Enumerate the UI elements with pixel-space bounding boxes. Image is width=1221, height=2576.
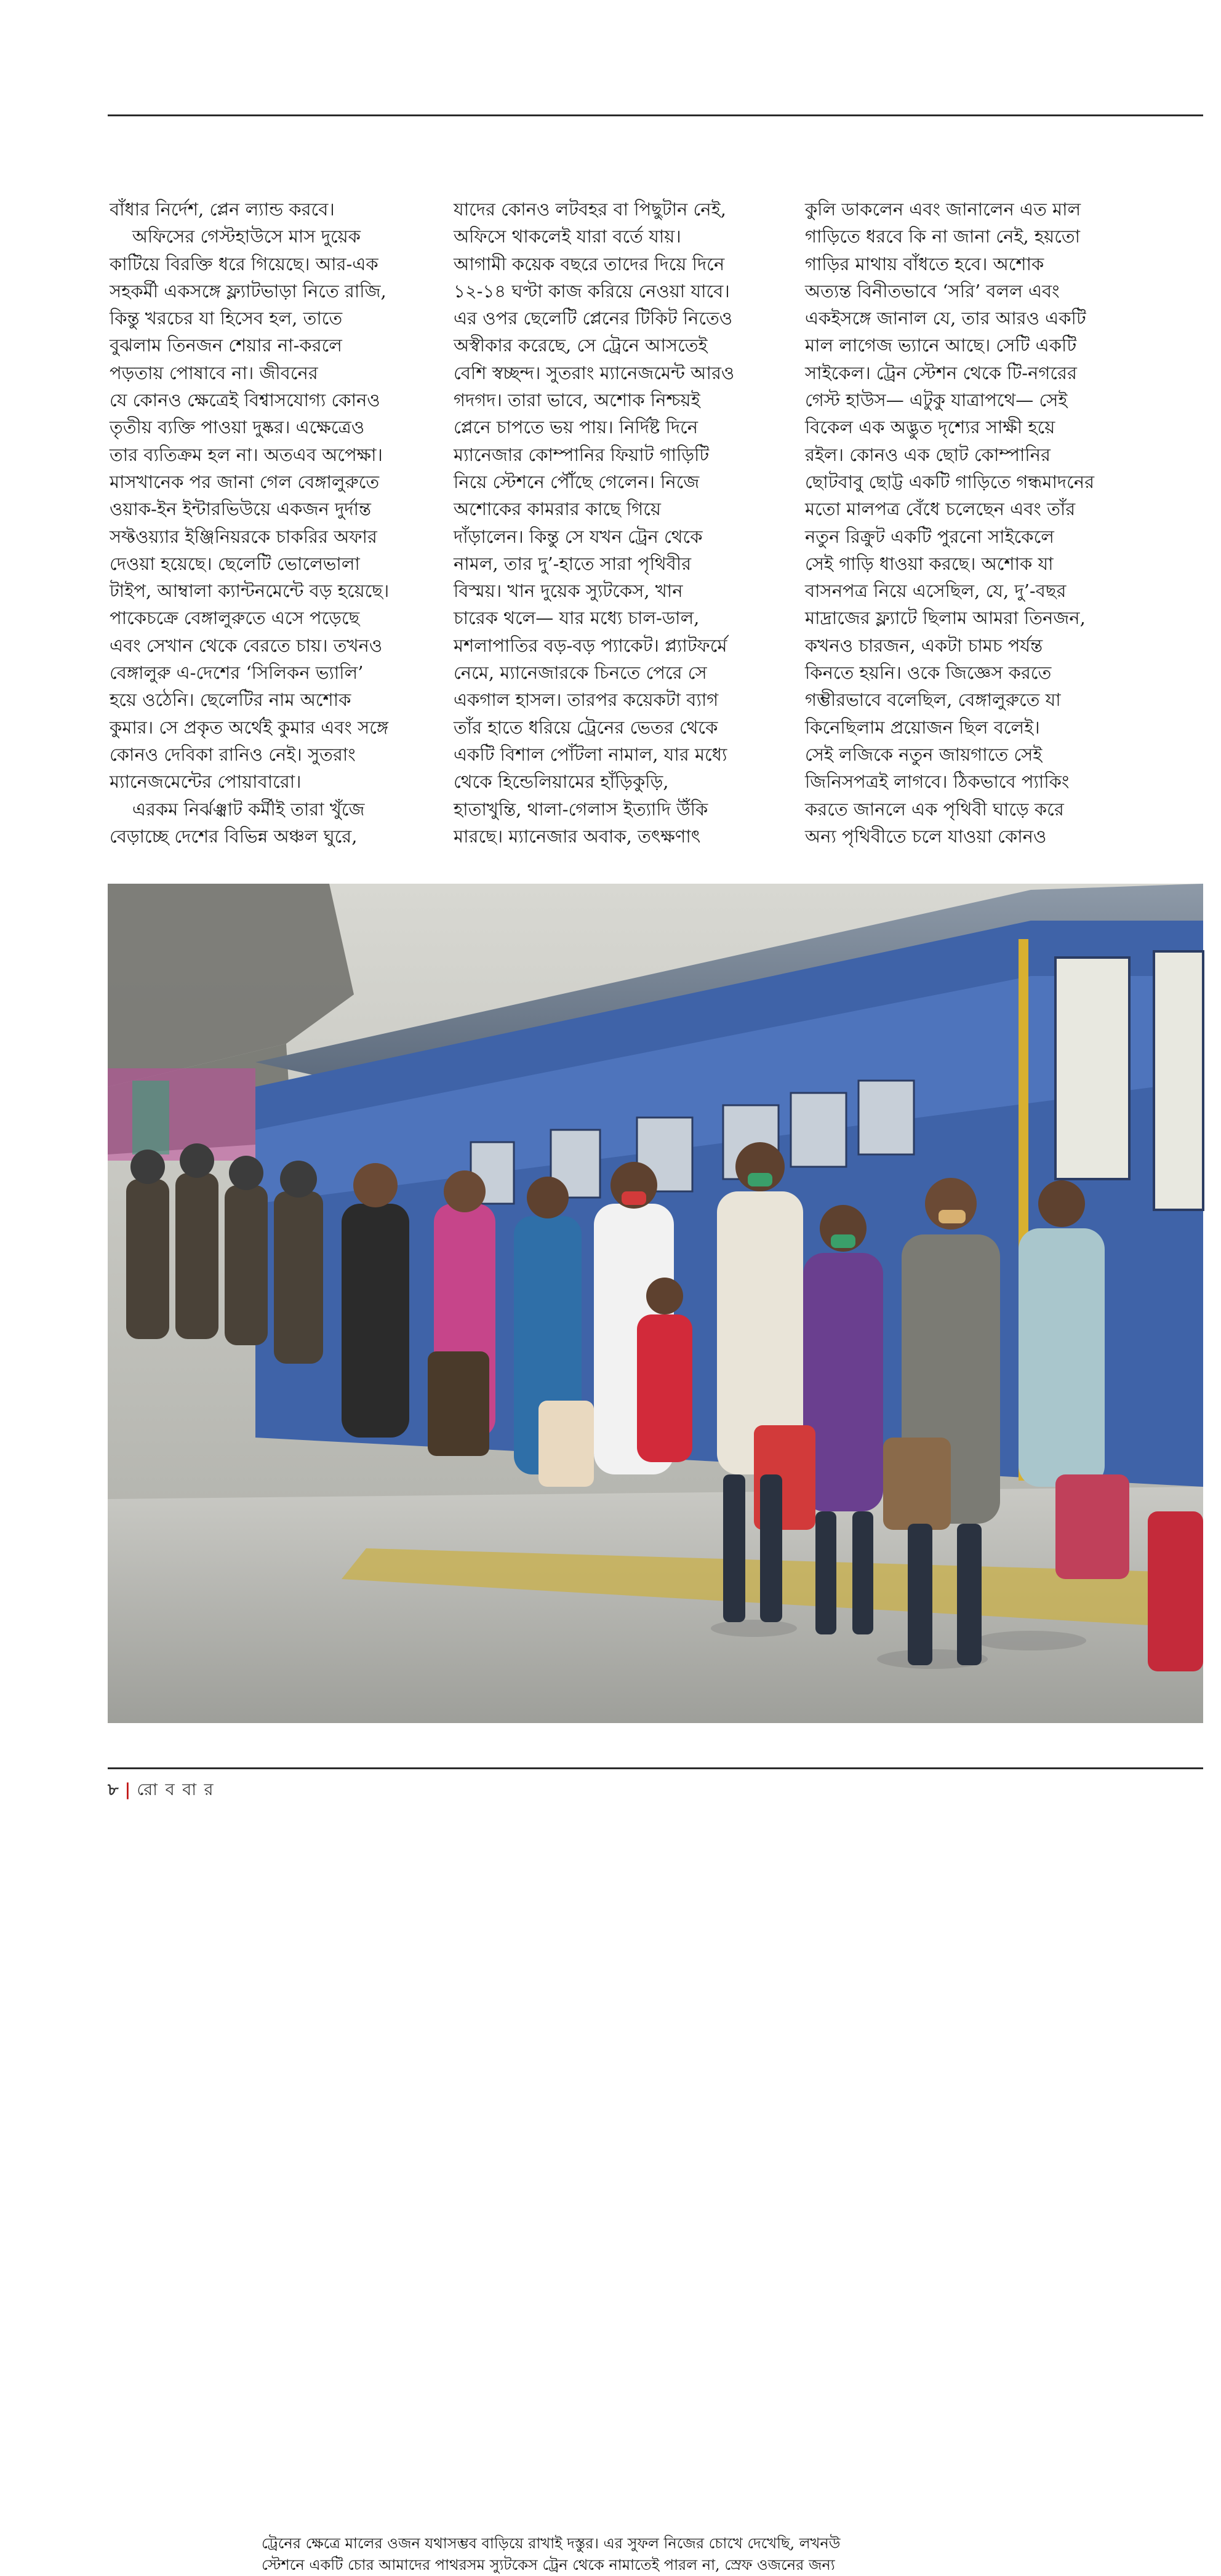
bottom-rule [108,1767,1203,1769]
text-line: অস্বীকার করেছে, সে ট্রেনে আসতেই [454,335,708,356]
text-line: হয়ে ওঠেনি। ছেলেটির নাম অশোক [110,689,351,711]
text-line: গাড়িতে ধরবে কি না জানা নেই, হয়তো [805,226,1081,247]
text-line: সফ্টওয়্যার ইঞ্জিনিয়রকে চাকরির অফার [110,526,377,547]
text-line: মতো মালপত্র বেঁধে চলেছেন এবং তাঁর [805,498,1076,520]
text-column-2 [454,196,786,850]
text-line: নিয়ে স্টেশনে পৌঁছে গেলেন। নিজে [454,471,700,492]
text-line: ম্যানেজমেন্টের পোয়াবারো। [110,771,302,793]
text-line: আগামী কয়েক বছরে তাদের দিয়ে দিনে [454,253,725,274]
caption-line: স্টেশনে একটি চোর আমাদের পাথরসম স্যুটকেস ট্রেন থেকে নামাতেই পারল না, স্রেফ ওজনের জন্য [262,2556,835,2574]
photo-caption [262,2533,1111,2576]
text-line: অন্য পৃথিবীতে চলে যাওয়া কোনও [805,825,1047,847]
text-line: কাটিয়ে বিরক্তি ধরে গিয়েছে। আর-এক [110,253,378,274]
text-line: অশোকের কামরার কাছে গিয়ে [454,498,661,520]
text-line: সেই গাড়ি ধাওয়া করছে। অশোক যা [805,553,1054,574]
text-line: বেড়াচ্ছে দেশের বিভিন্ন অঞ্চল ঘুরে, [110,825,358,847]
text-line: বাঁধার নির্দেশ, প্লেন ল্যান্ড করবে। [110,199,335,220]
text-line: একগাল হাসল। তারপর কয়েকটা ব্যাগ [454,689,719,711]
text-line: কোনও দেবিকা রানিও নেই। সুতরাং [110,743,356,765]
text-line: রইল। কোনও এক ছোট কোম্পানির [805,444,1051,465]
text-line: নেমে, ম্যানেজারকে চিনতে পেরে সে [454,662,707,684]
page-number: ৮ [108,1780,120,1799]
text-line: বেশি স্বচ্ছন্দ। সুতরাং ম্যানেজমেন্ট আরও [454,362,735,383]
text-line: অত্যন্ত বিনীতভাবে ‘সরি’ বলল এবং [805,280,1060,302]
text-line: এর ওপর ছেলেটি প্লেনের টিকিট নিতেও [454,308,733,329]
text-line: বেঙ্গালুরু এ-দেশের ‘সিলিকন ভ্যালি’ [110,662,364,684]
text-line: টাইপ, আম্বালা ক্যান্টনমেন্টে বড় হয়েছে। [110,580,390,602]
text-line: দাঁড়ালেন। কিন্তু সে যখন ট্রেন থেকে [454,526,703,547]
text-line: অফিসে থাকলেই যারা বর্তে যায়। [454,226,681,247]
text-line: নামল, তার দু’-হাতে সারা পৃথিবীর [454,553,692,574]
text-line: এরকম নির্ঝঞ্ঝাট কর্মীই তারা খুঁজে [110,798,365,820]
text-line: মারছে। ম্যানেজার অবাক, তৎক্ষণাৎ [454,825,701,847]
text-line: ছোটবাবু ছোট্ট একটি গাড়িতে গন্ধমাদনের [805,471,1095,492]
text-line: একটি বিশাল পোঁটলা নামাল, যার মধ্যে [454,743,727,765]
text-line: হাতাখুন্তি, থালা-গেলাস ইত্যাদি উঁকি [454,798,708,820]
text-line: ১২-১৪ ঘণ্টা কাজ করিয়ে নেওয়া যাবে। [454,280,730,302]
text-line: বাসনপত্র নিয়ে এসেছিল, যে, দু’-বছর [805,580,1067,602]
text-line: কখনও চারজন, একটা চামচ পর্যন্ত [805,634,1043,656]
text-line: যাদের কোনও লটবহর বা পিছুটান নেই, [454,199,726,220]
publication-name: রো ব বা র [137,1780,215,1799]
text-line: একইসঙ্গে জানাল যে, তার আরও একটি [805,308,1086,329]
text-line: যে কোনও ক্ষেত্রেই বিশ্বাসযোগ্য কোনও [110,390,380,411]
text-line: করতে জানলে এক পৃথিবী ঘাড়ে করে [805,798,1064,820]
text-line: নতুন রিক্রুট একটি পুরনো সাইকেলে [805,526,1054,547]
text-line: প্লেনে চাপতে ভয় পায়। নির্দিষ্ট দিনে [454,417,699,438]
text-line: চারেক থলে— যার মধ্যে চাল-ডাল, [454,607,700,629]
text-line: তার ব্যতিক্রম হল না। অতএব অপেক্ষা। [110,444,383,465]
text-line: গম্ভীরভাবে বলেছিল, বেঙ্গালুরুতে যা [805,689,1061,711]
text-line: দেওয়া হয়েছে। ছেলেটি ভোলেভালা [110,553,360,574]
text-column-1 [110,196,442,850]
top-rule [108,114,1203,116]
page-footer [108,1775,214,1806]
text-line: সহকর্মী একসঙ্গে ফ্ল্যাটভাড়া নিতে রাজি, [110,280,386,302]
text-line: মাসখানেক পর জানা গেল বেঙ্গালুরুতে [110,471,380,492]
text-line: কিন্তু খরচের যা হিসেব হল, তাতে [110,308,343,329]
text-line: জিনিসপত্রই লাগবে। ঠিকভাবে প্যাকিং [805,771,1070,793]
text-line: থেকে হিন্ডেলিয়ামের হাঁড়িকুড়ি, [454,771,669,793]
footer-separator: | [124,1780,132,1799]
text-line: মাদ্রাজের ফ্ল্যাটে ছিলাম আমরা তিনজন, [805,607,1086,629]
text-line: মাল লাগেজ ভ্যানে আছে। সেটি একটি [805,335,1077,356]
text-line: এবং সেখান থেকে বেরতে চায়। তখনও [110,634,383,656]
text-line: কিনেছিলাম প্রয়োজন ছিল বলেই। [805,716,1040,738]
photo-illustration [108,884,1203,1723]
text-line: সেই লজিকে নতুন জায়গাতে সেই [805,743,1043,765]
caption-line: ট্রেনের ক্ষেত্রে মালের ওজন যথাসম্ভব বাড়িয়ে রাখাই দস্তুর। এর সুফল নিজের চোখে দেখেছি, লখনউ [262,2535,841,2552]
text-line: কুমার। সে প্রকৃত অর্থেই কুমার এবং সঙ্গে [110,716,389,738]
text-line: তাঁর হাতে ধরিয়ে ট্রেনের ভেতর থেকে [454,716,718,738]
text-line: গাড়ির মাথায় বাঁধতে হবে। অশোক [805,253,1044,274]
text-line: ওয়াক-ইন ইন্টারভিউয়ে একজন দুর্দান্ত [110,498,371,520]
text-line: ম্যানেজার কোম্পানির ফিয়াট গাড়িটি [454,444,710,465]
text-line: বুঝলাম তিনজন শেয়ার না-করলে [110,335,342,356]
text-line: অফিসের গেস্টহাউসে মাস দুয়েক [110,226,361,247]
text-line: গদগদ। তারা ভাবে, অশোক নিশ্চয়ই [454,390,700,411]
text-column-3 [805,196,1137,850]
text-line: মশলাপাতির বড়-বড় প্যাকেট। প্ল্যাটফর্মে [454,634,727,656]
text-line: কিনতে হয়নি। ওকে জিজ্ঞেস করতে [805,662,1052,684]
text-line: গেস্ট হাউস— এটুকু যাত্রাপথে— সেই [805,390,1068,411]
text-line: বিকেল এক অদ্ভুত দৃশ্যের সাক্ষী হয়ে [805,417,1055,438]
text-line: কুলি ডাকলেন এবং জানালেন এত মাল [805,199,1081,220]
text-line: পড়তায় পোষাবে না। জীবনের [110,362,318,383]
text-line: তৃতীয় ব্যক্তি পাওয়া দুষ্কর। এক্ষেত্রেও [110,417,365,438]
text-line: সাইকেল। ট্রেন স্টেশন থেকে টি-নগরের [805,362,1077,383]
text-line: বিস্ময়। খান দুয়েক স্যুটকেস, খান [454,580,683,602]
text-line: পাকেচক্রে বেঙ্গালুরুতে এসে পড়েছে [110,607,360,629]
